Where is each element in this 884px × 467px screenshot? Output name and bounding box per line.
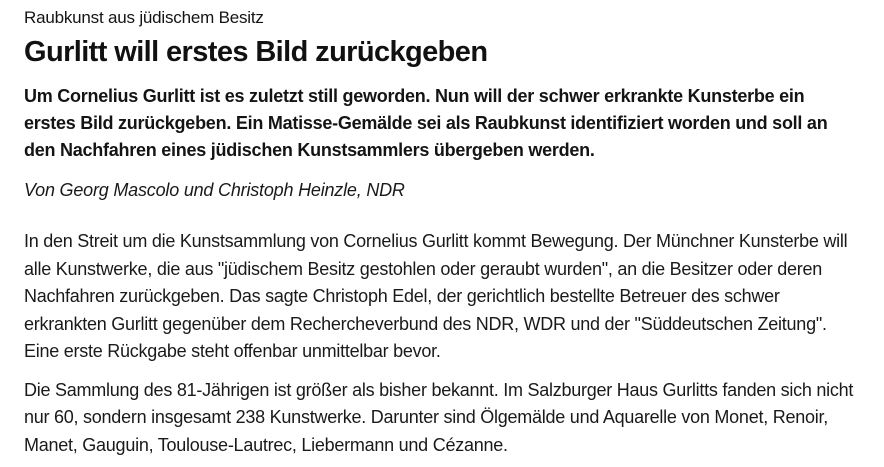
kicker: Raubkunst aus jüdischem Besitz <box>24 8 264 27</box>
byline: Von Georg Mascolo und Christoph Heinzle, NDR <box>24 180 405 200</box>
headline: Gurlitt will erstes Bild zurückgeben <box>24 36 488 68</box>
body-paragraph-1: In den Streit um die Kunstsammlung von Cornelius Gurlitt kommt Bewegung. Der Münchner Kunsterbe will alle Kunstwerke, die aus "jüdischem Besitz gestohlen oder geraubt wurden", an die Besitzer oder deren Nachfahren zurückgeben. Das sagte Christoph Edel, der gerichtlich bestellte Betreuer des schwer erkrankten Gurlitt gegenüber dem Rechercheverbund des NDR, WDR und der "Süddeutschen Zeitung". Eine erste Rückgabe steht offenbar unmittelbar bevor. <box>24 231 848 361</box>
lead-paragraph: Um Cornelius Gurlitt ist es zuletzt still geworden. Nun will der schwer erkrankte Kunsterbe ein erstes Bild zurückgeben. Ein Matisse-Gemälde sei als Raubkunst identifiziert worden und soll an den Nachfahren eines jüdischen Kunstsammlers übergeben werden. <box>24 86 828 160</box>
body-paragraph-2: Die Sammlung des 81-Jährigen ist größer als bisher bekannt. Im Salzburger Haus Gurlitts fanden sich nicht nur 60, sondern insgesamt 238 Kunstwerke. Darunter sind Ölgemälde und Aquarelle von Monet, Renoir, Manet, Gauguin, Toulouse-Lautrec, Liebermann und Cézanne. <box>24 379 854 455</box>
